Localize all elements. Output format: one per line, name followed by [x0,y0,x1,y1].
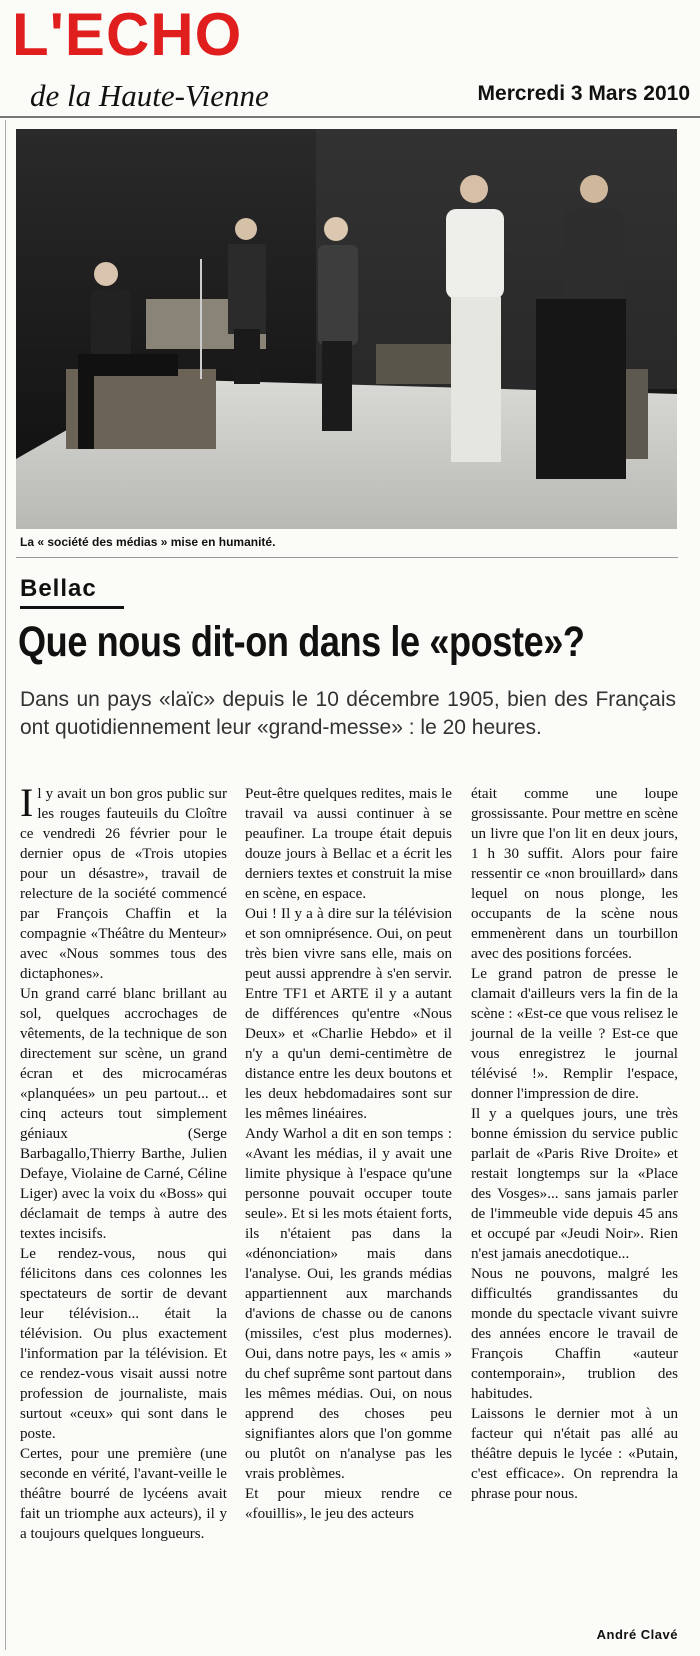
article-paragraph: Certes, pour une première (une seconde en vérité, l'avant-veille le théâtre bourré de lycéens avait fait un triomphe aux acteurs), il y a toujours quelques longueurs. [20,1446,227,1542]
masthead [0,0,700,118]
article-column-2 [245,784,452,1524]
newspaper-logo: L'ECHO [12,1,243,68]
article-paragraph: Un grand carré blanc brillant au sol, quelques accrochages de vêtements, de la technique de son directement sur scène, un grand écran et des microcaméras «planquées» un peu partout... et cinq acteurs tout simplement géniaux (Serge Barbagallo,Thierry Barthe, Julien Defaye, Violaine de Carné, Céline Liger) avec la voix du «Boss» qui déclamait de temps à autre des textes incisifs. [20,986,227,1242]
article-paragraph: Oui ! Il y a à dire sur la télévision et son omniprésence. Oui, on peut très bien vivre sans elle, mais on peut aussi apprendre à s'en servir. Entre TF1 et ARTE il y a autant de différences qu'entre «Nous Deux» et «Charlie Hebdo» et il n'y a qu'un demi-centimètre de distance entre les deux boutons et les deux hebdomadaires sont sur les mêmes linéaires. [245,906,452,1122]
article-paragraph: Le grand patron de presse le clamait d'ailleurs vers la fin de la scène : «Est-ce que vous relisez le journal de la veille ? Est-ce que vous enregistrez le journal télévisé !». Remplir l'espace, donner l'impression de dire. [471,966,678,1102]
stage-photo-illustration [16,129,677,529]
rubric-underline [20,606,124,609]
article-paragraph: Il y a quelques jours, une très bonne émission du service public parlait de «Paris Rive Droite» et restait longtemps sur la «Place des Vosges»... sans jamais parler de l'immeuble vide depuis 45 ans et occupé par «Jeudi Noir». Rien n'est jamais anecdotique... [471,1106,678,1262]
issue-date: Mercredi 3 Mars 2010 [477,82,690,105]
article-column-3 [471,784,678,1504]
author-signature: André Clavé [596,1627,678,1642]
article-paragraph: Il y avait un bon gros public sur les rouges fauteuils du Cloître ce vendredi 26 février pour le dernier opus de «Trois utopies pour un désastre», travail de relecture de la société commencé par François Chaffin et la compagnie «Théâtre du Menteur» avec «Nous sommes tous des dictaphones». [20,780,227,982]
article-paragraph: Laissons le dernier mot à un facteur qui n'était pas allé au théâtre depuis le lycée : «Putain, c'est efficace». On reprendra la phrase pour nous. [471,1406,678,1502]
article-paragraph: Peut-être quelques redites, mais le travail va aussi continuer à se peaufiner. La troupe était depuis douze jours à Bellac et a écrit les derniers textes et construit la mise en scène, en espace. [245,786,452,902]
article-lead: Dans un pays «laïc» depuis le 10 décembre 1905, bien des Français ont quotidiennement leur «grand-messe» : le 20 heures. [20,688,676,739]
article-headline: Que nous dit-on dans le «poste»? [18,618,585,666]
masthead-divider [0,116,700,118]
article-column-1 [20,780,227,1544]
photo-caption: La « société des médias » mise en humanité. [20,535,276,549]
article-paragraph: Le rendez-vous, nous qui félicitons dans ces colonnes les spectateurs de sortir de devant leur télévision... était la télévision. Ou plus exactement l'information par la télévision. Et ce rendez-vous visait aussi notre profession de journaliste, mais surtout «ceux» qui sont dans le poste. [20,1246,227,1442]
article-paragraph: Andy Warhol a dit en son temps : «Avant les médias, il y avait une limite physique à l'espace qu'une personne pouvait occuper toute seule». Et si les mots étaient forts, ils n'étaient pas dans la «dénonciation» mais dans l'analyse. Oui, les grands médias appartiennent aux marchands d'avions de chasse ou de canons (missiles, c'est plus modernes). Oui, dans notre pays, les « amis » du chef suprême sont partout dans les mêmes médias. Oui, on nous apprend des choses peu signifiantes alors que l'on gomme ou plutôt on n'analyse pas les vrais problèmes. [245,1126,452,1482]
section-rubric: Bellac [20,575,97,602]
article-paragraph: était comme une loupe grossissante. Pour mettre en scène un livre que l'on lit en deux jours, 1 h 30 suffit. Alors pour faire ressentir ce «non brouillard» dans lequel on nous plonge, les occupants de la scène nous emmenèrent dans un tourbillon avec des positions forcées. [471,786,678,962]
caption-divider [16,557,678,558]
drop-cap: I [20,780,34,825]
stage-photo [16,129,677,529]
article-paragraph: Et pour mieux rendre ce «fouillis», le jeu des acteurs [245,1486,452,1522]
newspaper-logo-subtitle: de la Haute-Vienne [30,78,269,113]
page-margin-rule [5,120,6,1650]
article-paragraph: Nous ne pouvons, malgré les difficultés grandissantes du monde du spectacle vivant suivre des années encore le travail de François Chaffin «auteur contemporain», trublion des habitudes. [471,1266,678,1402]
